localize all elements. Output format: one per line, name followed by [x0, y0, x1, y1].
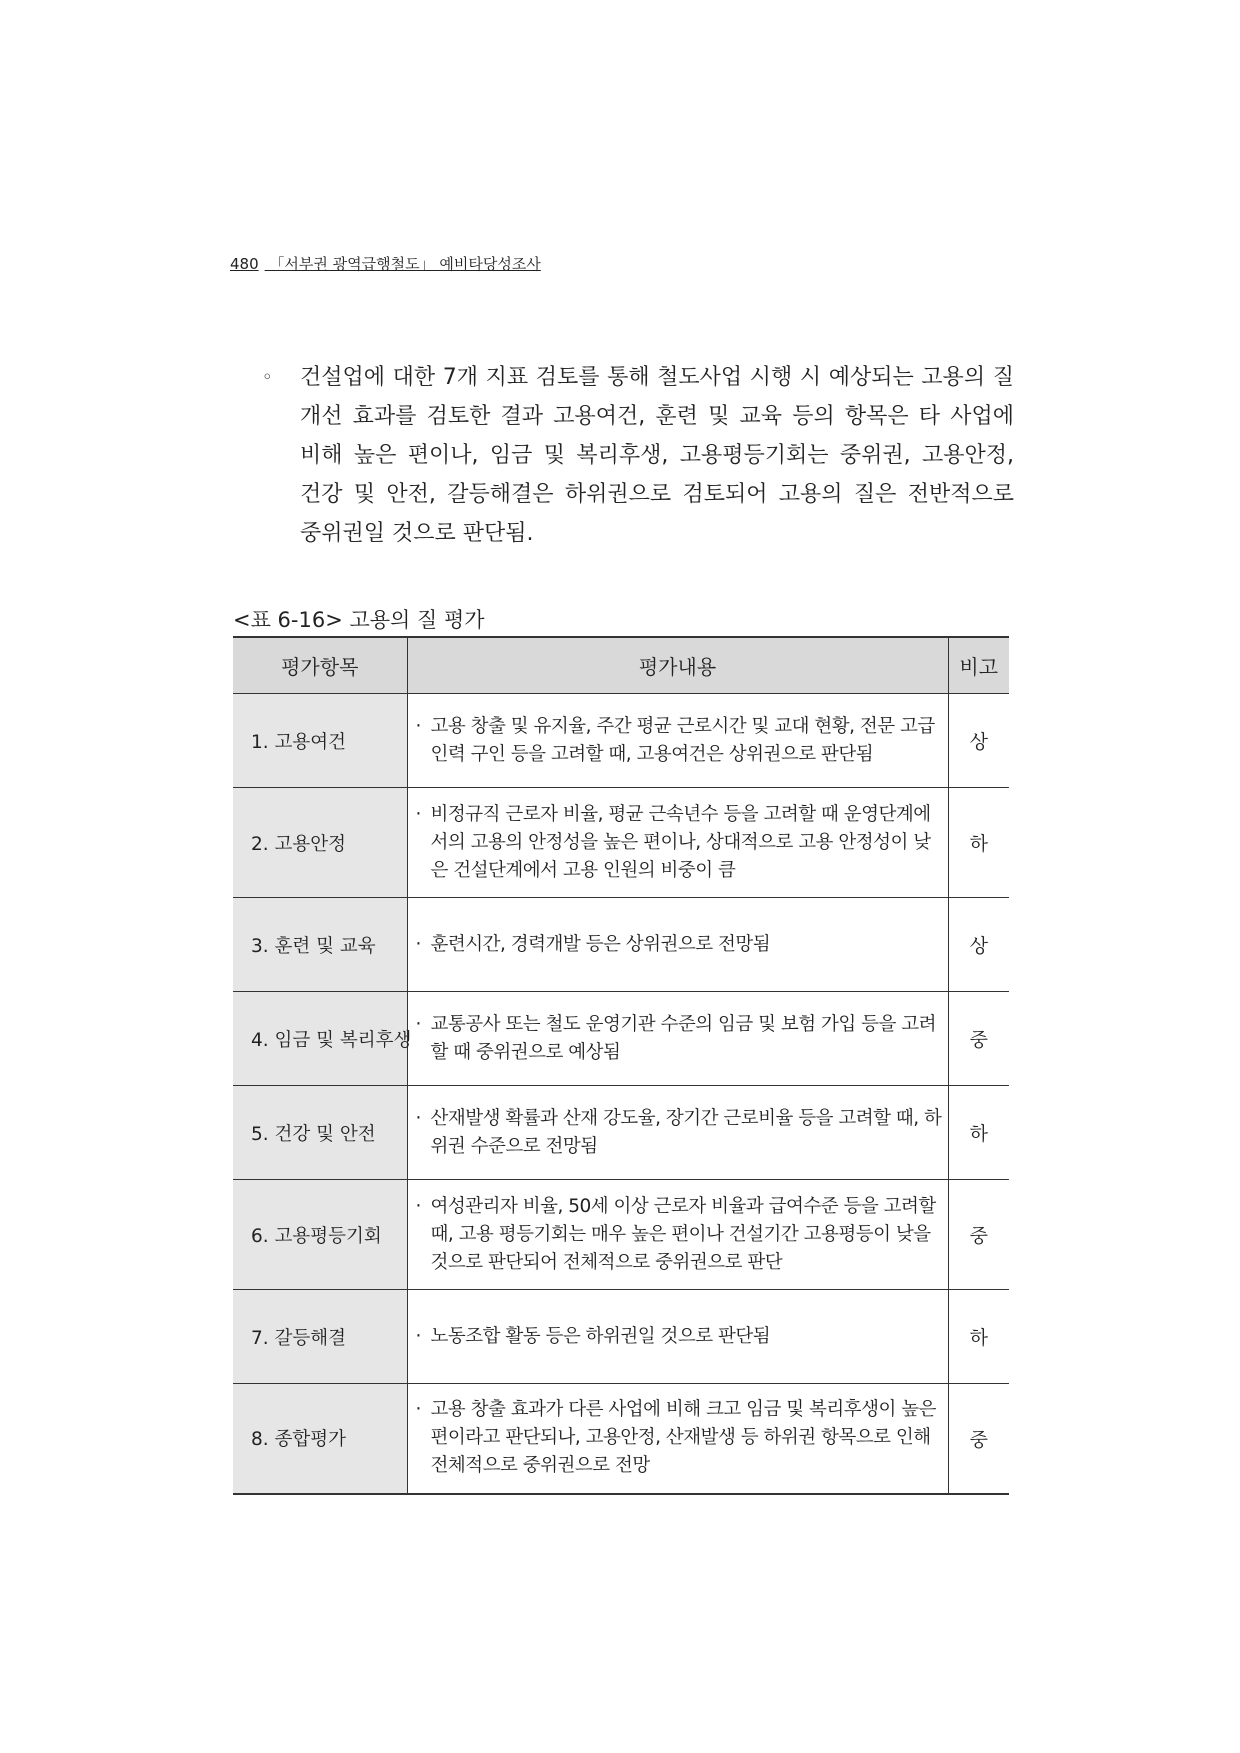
row-item: 5. 건강 및 안전 — [233, 1086, 407, 1180]
evaluation-table — [233, 636, 1009, 1495]
table-header-row — [233, 637, 1009, 694]
row-bullet: · — [415, 933, 422, 955]
row-item: 7. 갈등해결 — [233, 1290, 407, 1384]
row-note: 중 — [948, 992, 1009, 1086]
header-item: 평가항목 — [233, 637, 407, 694]
header-note: 비고 — [948, 637, 1009, 694]
table-row — [233, 788, 1009, 898]
header-content: 평가내용 — [407, 637, 948, 694]
row-content-text: 노동조합 활동 등은 하위권일 것으로 판단됨 — [430, 1325, 771, 1347]
row-note: 하 — [948, 788, 1009, 898]
row-item: 4. 임금 및 복리후생 — [233, 992, 407, 1086]
table-row — [233, 1290, 1009, 1384]
row-content-text: 비정규직 근로자 비율, 평균 근속년수 등을 고려할 때 운영단계에서의 고용의 안정성을 높은 편이나, 상대적으로 고용 안정성이 낮은 건설단계에서 고용 인원의 비중이 큼 — [430, 803, 931, 881]
row-content-text: 여성관리자 비율, 50세 이상 근로자 비율과 급여수준 등을 고려할 때, 고용 평등기회는 매우 높은 편이나 건설기간 고용평등이 낮을 것으로 판단되어 전체적으로 중위권으로 판단 — [430, 1195, 936, 1273]
row-note: 상 — [948, 694, 1009, 788]
row-item: 1. 고용여건 — [233, 694, 407, 788]
row-bullet: · — [415, 1013, 422, 1035]
summary-text: 건설업에 대한 7개 지표 검토를 통해 철도사업 시행 시 예상되는 고용의 질 개선 효과를 검토한 결과 고용여건, 훈련 및 교육 등의 항목은 타 사업에 비해 높은 편이나, 임금 및 복리후생, 고용평등기회는 중위권, 고용안정, 건강 및 안전, 갈등해결은 하위권으로 검토되어 고용의 질은 전반적으로 중위권일 것으로 판단됨. — [300, 365, 1014, 546]
row-content — [407, 1384, 948, 1494]
row-content-text: 산재발생 확률과 산재 강도율, 장기간 근로비율 등을 고려할 때, 하위권 수준으로 전망됨 — [430, 1107, 942, 1157]
row-content — [407, 1290, 948, 1384]
row-bullet: · — [415, 715, 422, 737]
row-item: 3. 훈련 및 교육 — [233, 898, 407, 992]
row-content-text: 교통공사 또는 철도 운영기관 수준의 임금 및 보험 가입 등을 고려할 때 중위권으로 예상됨 — [430, 1013, 936, 1063]
row-item: 6. 고용평등기회 — [233, 1180, 407, 1290]
row-content — [407, 1086, 948, 1180]
page-number: 480 — [230, 255, 259, 273]
row-content — [407, 788, 948, 898]
row-content — [407, 1180, 948, 1290]
bullet-mark: ◦ — [262, 367, 273, 388]
row-bullet: · — [415, 1325, 422, 1347]
row-note: 하 — [948, 1290, 1009, 1384]
row-content — [407, 992, 948, 1086]
row-note: 상 — [948, 898, 1009, 992]
row-note: 중 — [948, 1180, 1009, 1290]
table-row — [233, 898, 1009, 992]
row-item: 2. 고용안정 — [233, 788, 407, 898]
table-caption: <표 6-16> 고용의 질 평가 — [233, 608, 485, 632]
row-item: 8. 종합평가 — [233, 1384, 407, 1494]
row-content-text: 고용 창출 효과가 다른 사업에 비해 크고 임금 및 복리후생이 높은 편이라고 판단되나, 고용안정, 산재발생 등 하위권 항목으로 인해 전체적으로 중위권으로 전망 — [430, 1399, 936, 1477]
row-note: 하 — [948, 1086, 1009, 1180]
row-content — [407, 898, 948, 992]
table-row — [233, 1180, 1009, 1290]
row-content — [407, 694, 948, 788]
table-row — [233, 992, 1009, 1086]
summary-paragraph — [262, 358, 1014, 553]
document-title: 「서부권 광역급행철도」 예비타당성조사 — [269, 255, 541, 273]
table-row — [233, 1086, 1009, 1180]
row-content-text: 고용 창출 및 유지율, 주간 평균 근로시간 및 교대 현황, 전문 고급인력 구인 등을 고려할 때, 고용여건은 상위권으로 판단됨 — [430, 715, 935, 765]
row-bullet: · — [415, 1195, 422, 1217]
running-header — [230, 253, 541, 274]
row-bullet: · — [415, 1399, 422, 1421]
row-note: 중 — [948, 1384, 1009, 1494]
table-row — [233, 1384, 1009, 1494]
row-content-text: 훈련시간, 경력개발 등은 상위권으로 전망됨 — [430, 933, 771, 955]
table-row — [233, 694, 1009, 788]
row-bullet: · — [415, 1107, 422, 1129]
row-bullet: · — [415, 803, 422, 825]
